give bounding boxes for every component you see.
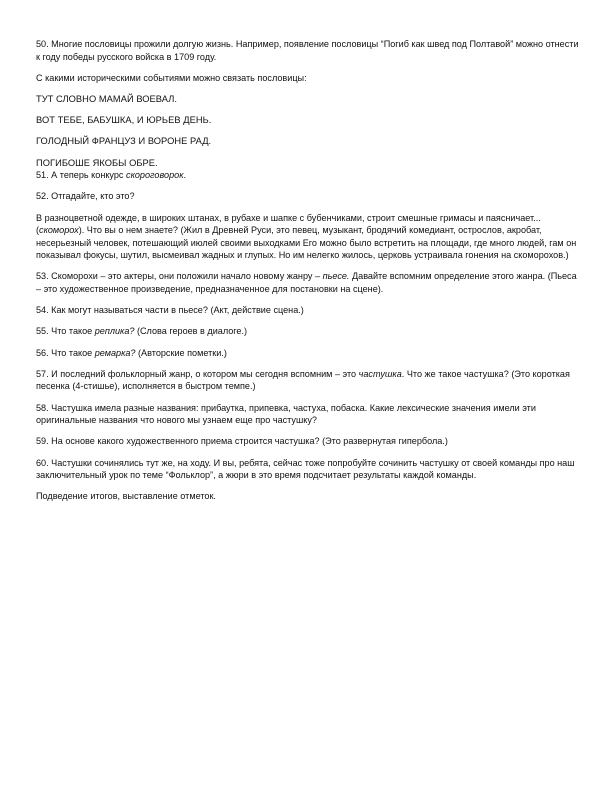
text-span: 56. Что такое bbox=[36, 347, 95, 358]
emphasis-text: ремарка? bbox=[94, 347, 136, 358]
document-page bbox=[36, 38, 582, 512]
text-span: 55. Что такое bbox=[36, 326, 95, 337]
emphasis-text: пьесе. bbox=[322, 271, 350, 282]
paragraph-51 bbox=[36, 169, 582, 182]
emphasis-text: частушка bbox=[358, 368, 402, 379]
paragraph-52-description bbox=[36, 212, 582, 262]
paragraph-54: 54. Как могут называться части в пьесе? (Акт, действие сцена.) bbox=[36, 305, 304, 316]
emphasis-text: реплика? bbox=[94, 326, 135, 337]
paragraph-55 bbox=[36, 325, 582, 338]
paragraph-56 bbox=[36, 347, 582, 360]
proverb-2: ВОТ ТЕБЕ, БАБУШКА, И ЮРЬЕВ ДЕНЬ. bbox=[36, 115, 212, 126]
paragraph-question: С какими историческими событиями можно связать пословицы: bbox=[36, 72, 307, 83]
paragraph-58: 58. Частушка имела разные названия: прибаутка, припевка, частуха, побаска. Какие лексические значения имели эти оригинальные названия что нового мы узнаем еще про частушку? bbox=[36, 402, 536, 426]
text-span: В разноцветной одежде, в широких штанах, в рубахе и шапке с бубенчиками, строит смешные гримасы и паясничает... ( bbox=[36, 212, 541, 236]
text-span: . Что же такое частушка? (Это короткая песенка (4-стишье), исполняется в быстром темпе.) bbox=[36, 368, 570, 392]
paragraph-final: Подведение итогов, выставление отметок. bbox=[36, 491, 216, 502]
emphasis-text: скоморох bbox=[39, 225, 79, 236]
text-span: 57. И последний фольклорный жанр, о котором мы сегодня вспомним – это bbox=[36, 368, 359, 379]
proverb-4: ПОГИБОШЕ ЯКОБЫ ОБРЕ. bbox=[36, 157, 158, 168]
text-span: . bbox=[183, 170, 187, 181]
paragraph-57 bbox=[36, 368, 582, 393]
paragraph-60: 60. Частушки сочинялись тут же, на ходу. И вы, ребята, сейчас тоже попробуйте сочинить частушку от своей команды про наш заключительный урок по теме “Фольклор”, а жюри в это время подсчитает результаты каждой команды. bbox=[36, 457, 575, 481]
text-span: 53. Скоморохи – это актеры, они положили начало новому жанру – bbox=[36, 271, 323, 282]
paragraph-52: 52. Отгадайте, кто это? bbox=[36, 191, 135, 202]
text-span: 51. А теперь конкурс bbox=[36, 170, 127, 181]
paragraph-50: 50. Многие пословицы прожили долгую жизнь. Например, появление пословицы “Погиб как швед под Полтавой” можно отнести к году победы русского войска в 1709 году. bbox=[36, 39, 579, 62]
text-span: ). Что вы о нем знаете? (Жил в Древней Руси, это певец, музыкант, бродячий комедиант, острослов, акробат, несерьезный человек, потешающий июлей своими выходками Его можно было встретить на площади, где много людей, гам он показывал фокусы, шутил, высмеивал жадных и глупых. Но им нелегко жилось, церковь устраивала гонения на скоморохов.) bbox=[36, 225, 577, 261]
text-span: (Слова героев в диалоге.) bbox=[134, 326, 248, 337]
emphasis-text: скороговорок bbox=[126, 170, 184, 181]
paragraph-59: 59. На основе какого художественного приема строится частушка? (Это развернутая гипербола.) bbox=[36, 436, 448, 447]
proverb-3: ГОЛОДНЫЙ ФРАНЦУЗ И ВОРОНЕ РАД. bbox=[36, 136, 212, 147]
text-span: (Авторские пометки.) bbox=[135, 347, 227, 358]
text-span: Давайте вспомним определение этого жанра. (Пьеса – это художественное произведение, предназначенное для постановки на сцене). bbox=[36, 271, 577, 295]
paragraph-53 bbox=[36, 270, 582, 295]
proverb-1: ТУТ СЛОВНО МАМАЙ ВОЕВАЛ. bbox=[36, 93, 177, 104]
